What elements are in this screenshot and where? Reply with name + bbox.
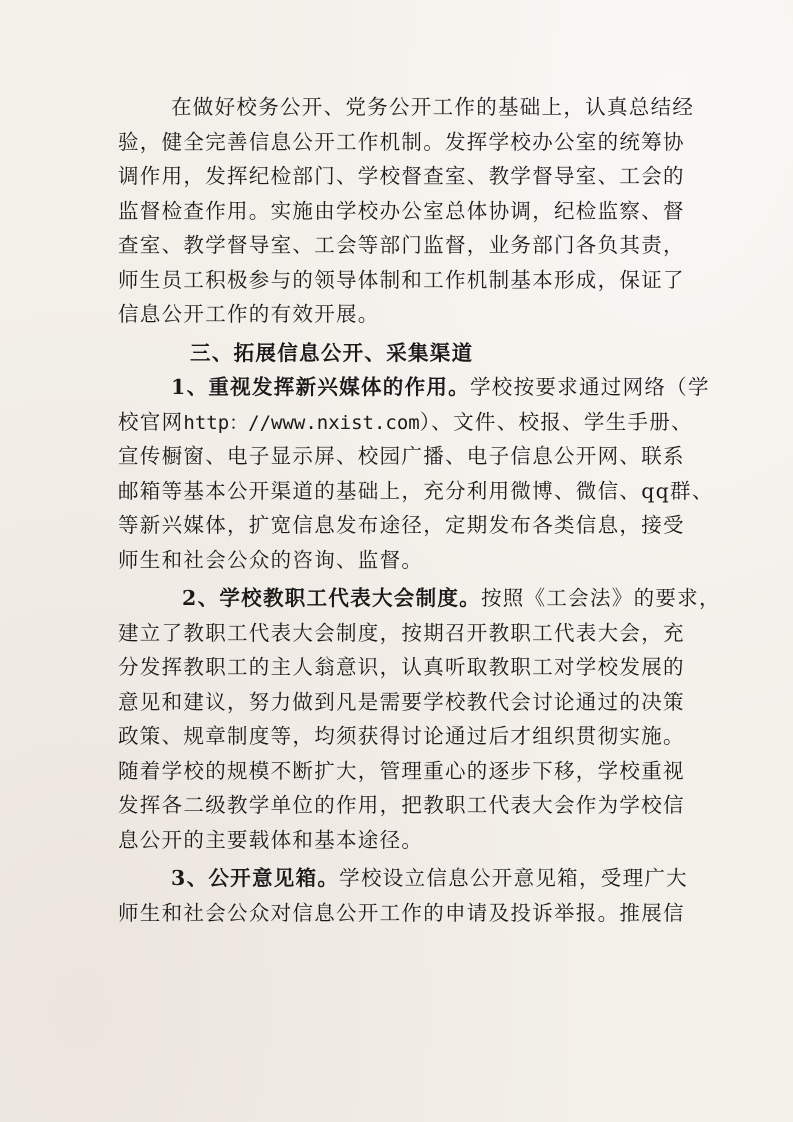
paragraph-opinion-box [118,861,718,930]
section-heading: 三、拓展信息公开、采集渠道 [190,340,474,365]
text-line: 验，健全完善信息公开工作机制。发挥学校办公室的统筹协 [118,129,685,154]
text-line: 宣传橱窗、电子显示屏、校园广播、电子信息公开网、联系 [118,444,685,468]
text-line: 调作用，发挥纪检部门、学校督查室、教学督导室、工会的 [118,164,685,188]
text-span: 学校按要求通过网络（学 [469,375,710,399]
text-line: 意见和建议，努力做到凡是需要学校教代会讨论通过的决策 [118,689,685,714]
text-line: 发挥各二级教学单位的作用，把教职工代表大会作为学校信 [118,793,685,817]
text-line: 政策、规章制度等，均须获得讨论通过后才组织贯彻实施。 [118,724,685,748]
text-line: 查室、教学督导室、工会等部门监督，业务部门各负其责， [118,233,685,257]
text-line: 随着学校的规模不断扩大，管理重心的逐步下移，学校重视 [118,758,685,783]
text-line: 师生和社会公众的咨询、监督。 [118,547,424,572]
text-span: 学校设立信息公开意见箱，受理广大 [339,866,688,890]
item-title: 1、重视发挥新兴媒体的作用。 [171,375,470,399]
document-body [118,90,721,930]
item-title: 3、公开意见箱。 [171,866,340,890]
paragraph-new-media [118,370,718,577]
text-line: 在做好校务公开、党务公开工作的基础上，认真总结经 [171,95,695,119]
paragraph-staff-congress [118,581,721,857]
website-url: http：//www.nxist.com [183,411,420,434]
text-span: ）、文件、校报、学生手册、 [419,409,693,434]
paragraph-mechanism [118,90,718,332]
text-line: 建立了教职工代表大会制度，按期召开教职工代表大会，充 [118,620,685,645]
text-span: 按照《工会法》的要求， [480,586,721,610]
item-title: 2、学校教职工代表大会制度。 [182,586,481,610]
text-span: 校官网 [118,409,184,434]
text-line: 息公开的主要载体和基本途径。 [118,827,424,852]
text-line: 师生和社会公众对信息公开工作的申请及投诉举报。推展信 [118,900,685,925]
text-line: 师生员工积极参与的领导体制和工作机制基本形成，保证了 [118,267,685,292]
text-line: 监督检查作用。实施由学校办公室总体协调，纪检监察、督 [118,198,685,223]
text-line: 分发挥教职工的主人翁意识，认真听取教职工对学校发展的 [118,655,685,679]
text-line: 等新兴媒体，扩宽信息发布途径，定期发布各类信息，接受 [118,513,685,537]
text-line: 信息公开工作的有效开展。 [118,302,380,326]
text-line: 邮箱等基本公开渠道的基础上，充分利用微博、微信、qq群、 [118,478,714,503]
